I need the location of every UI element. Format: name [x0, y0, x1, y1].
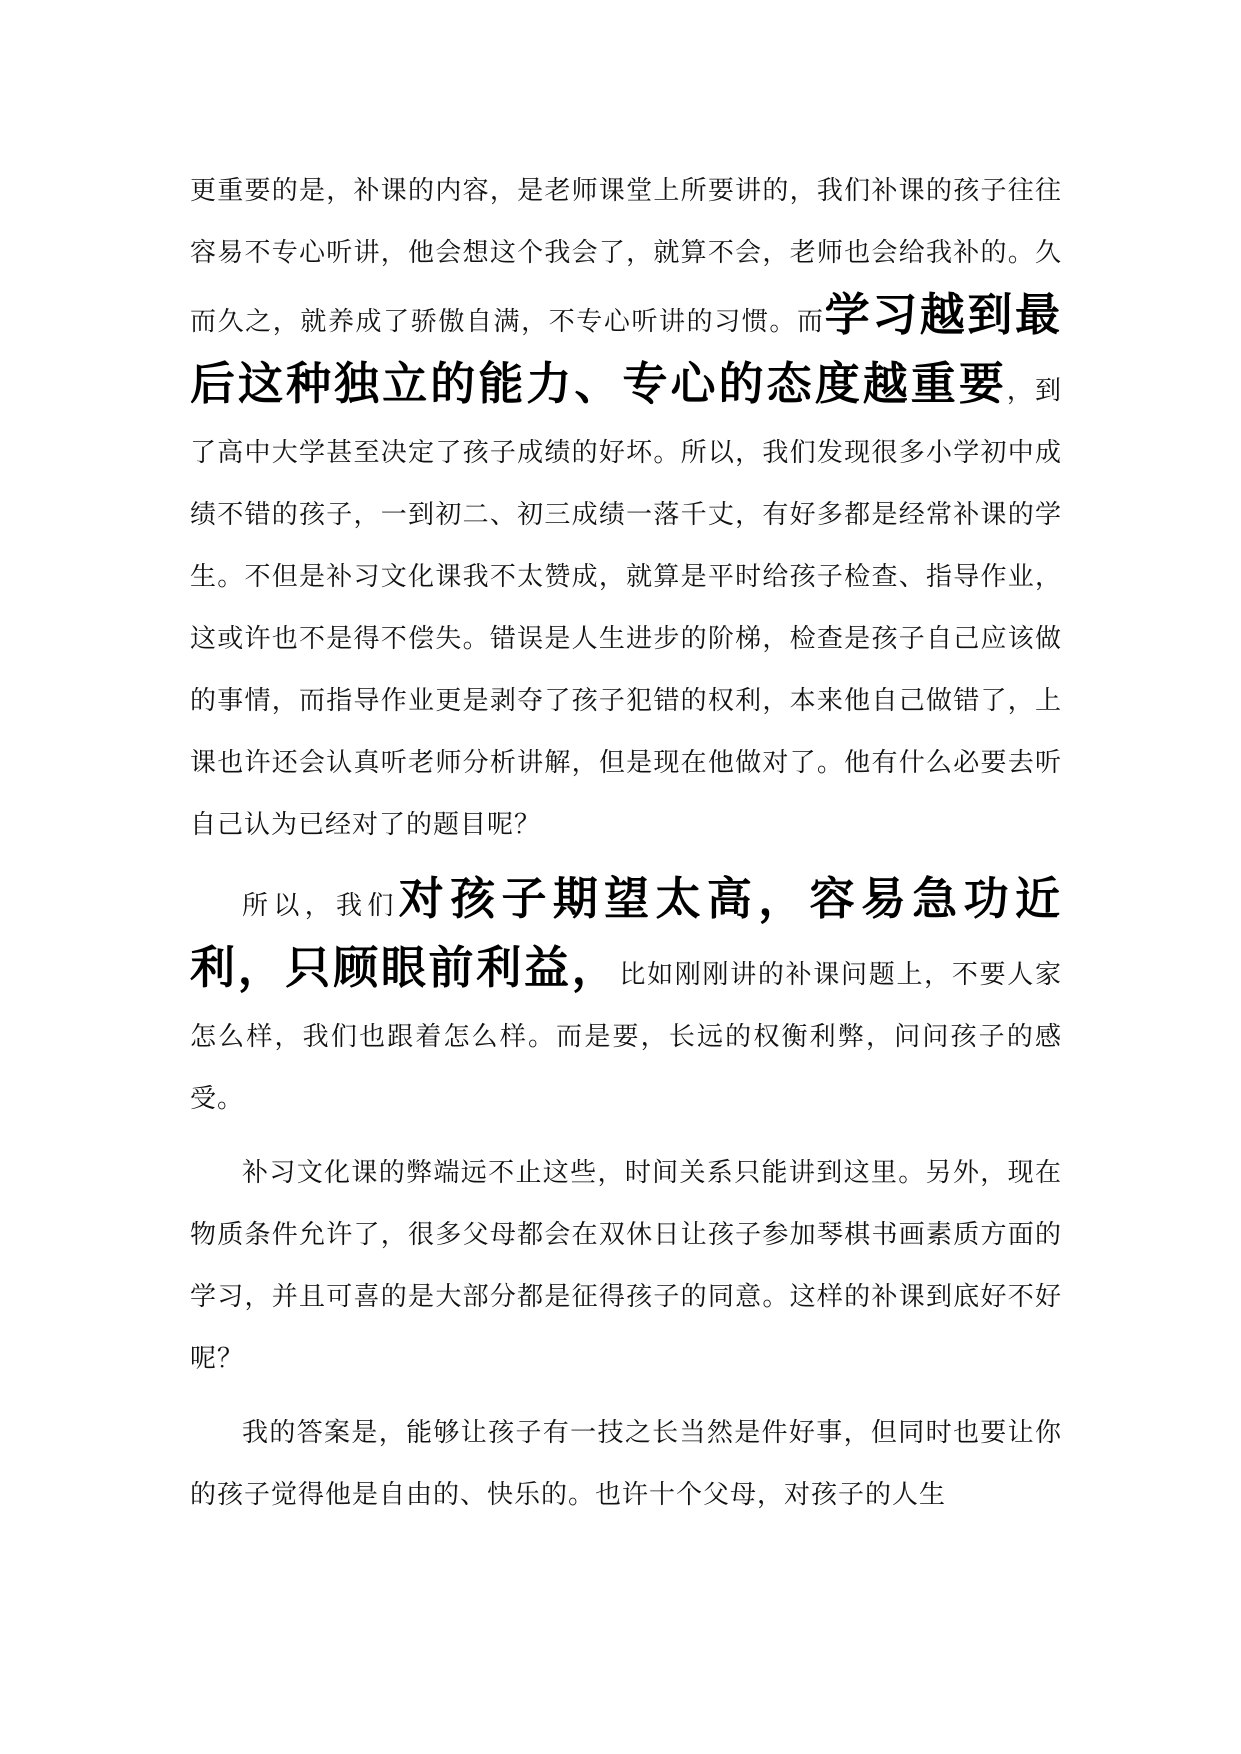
paragraph-1 [190, 160, 1062, 856]
body-text: 所以，我们 [242, 891, 399, 921]
paragraph-2 [190, 868, 1062, 1130]
emphasis-text: 学习越到最后这种独立的能力、专心的态度越重要 [190, 288, 1062, 410]
body-text: ，到了高中大学甚至决定了孩子成绩的好坏。所以，我们发现很多小学初中成绩不错的孩子，一到初二、初三成绩一落千丈，有好多都是经常补课的学生。不但是补习文化课我不太赞成，就算是平时给孩子检查、指导作业，这或许也不是得不偿失。错误是人生进步的阶梯，检查是孩子自己应该做的事情，而指导作业更是剥夺了孩子犯错的权利，本来他自己做错了，上课也许还会认真听老师分析讲解，但是现在他做对了。他有什么必要去听自己认为已经对了的题目呢？ [190, 376, 1062, 840]
body-text: 我的答案是，能够让孩子有一技之长当然是件好事，但同时也要让你的孩子觉得他是自由的、快乐的。也许十个父母，对孩子的人生 [190, 1418, 1062, 1510]
paragraph-4 [190, 1402, 1062, 1526]
document-body [190, 160, 1062, 1526]
paragraph-3 [190, 1142, 1062, 1390]
body-text: 更重要的是，补课的内容，是老师课堂上所要讲的，我们补课的孩子往往容易不专心听讲，他会想这个我会了，就算不会，老师也会给我补的。久而久之，就养成了骄傲自满，不专心听讲的习惯。而 [190, 176, 1062, 337]
emphasis-text: 对孩子期望太高，容易急功近利，只顾眼前利益， [190, 872, 1062, 994]
body-text: 比如刚刚讲的补课问题上，不要人家怎么样，我们也跟着怎么样。而是要，长远的权衡利弊，问问孩子的感受。 [190, 960, 1062, 1114]
body-text: 补习文化课的弊端远不止这些，时间关系只能讲到这里。另外，现在物质条件允许了，很多父母都会在双休日让孩子参加琴棋书画素质方面的学习，并且可喜的是大部分都是征得孩子的同意。这样的补课到底好不好呢？ [190, 1158, 1062, 1374]
